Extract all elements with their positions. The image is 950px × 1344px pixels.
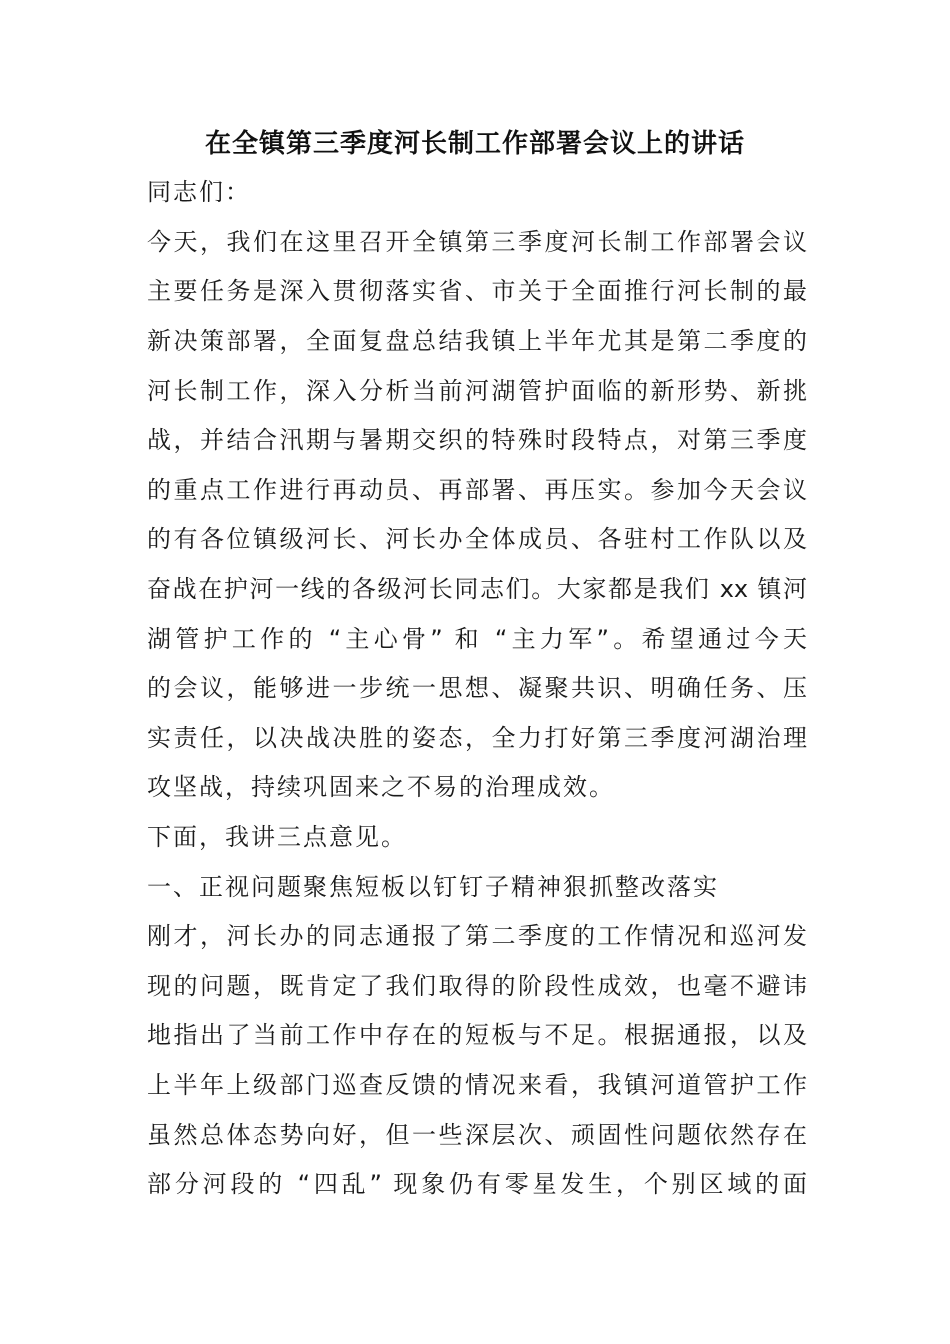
paragraph-line: 的重点工作进行再动员、再部署、再压实。参加今天会议	[147, 476, 807, 504]
paragraph-line: 刚才，河长办的同志通报了第二季度的工作情况和巡河发	[147, 922, 807, 950]
paragraph-line: 上半年上级部门巡查反馈的情况来看，我镇河道管护工作	[147, 1071, 807, 1099]
paragraph-line: 奋战在护河一线的各级河长同志们。大家都是我们 xx 镇河	[147, 575, 807, 603]
paragraph-line: 河长制工作，深入分析当前河湖管护面临的新形势、新挑	[147, 377, 807, 405]
paragraph-line: 攻坚战，持续巩固来之不易的治理成效。	[147, 773, 615, 801]
paragraph-line: 下面，我讲三点意见。	[147, 823, 407, 851]
paragraph-line: 部分河段的 “四乱” 现象仍有零星发生，个别区域的面	[147, 1170, 807, 1198]
paragraph-line: 湖管护工作的 “主心骨” 和 “主力军”。希望通过今天	[147, 625, 807, 653]
document-title: 在全镇第三季度河长制工作部署会议上的讲话	[204, 129, 745, 159]
paragraph-line: 现的问题，既肯定了我们取得的阶段性成效，也毫不避讳	[147, 972, 807, 1000]
paragraph-line: 新决策部署，全面复盘总结我镇上半年尤其是第二季度的	[147, 327, 807, 355]
salutation-line: 同志们：	[147, 178, 251, 206]
section-heading: 一、正视问题聚焦短板以钉钉子精神狠抓整改落实	[147, 873, 719, 901]
paragraph-line: 实责任，以决战决胜的姿态，全力打好第三季度河湖治理	[147, 724, 807, 752]
paragraph-line: 主要任务是深入贯彻落实省、市关于全面推行河长制的最	[147, 277, 807, 305]
paragraph-line: 今天，我们在这里召开全镇第三季度河长制工作部署会议	[147, 228, 807, 256]
paragraph-line: 虽然总体态势向好，但一些深层次、顽固性问题依然存在	[147, 1121, 807, 1149]
paragraph-line: 的有各位镇级河长、河长办全体成员、各驻村工作队以及	[147, 525, 807, 553]
paragraph-line: 的会议，能够进一步统一思想、凝聚共识、明确任务、压	[147, 674, 807, 702]
paragraph-line: 战，并结合汛期与暑期交织的特殊时段特点，对第三季度	[147, 426, 807, 454]
paragraph-line: 地指出了当前工作中存在的短板与不足。根据通报，以及	[147, 1021, 807, 1049]
